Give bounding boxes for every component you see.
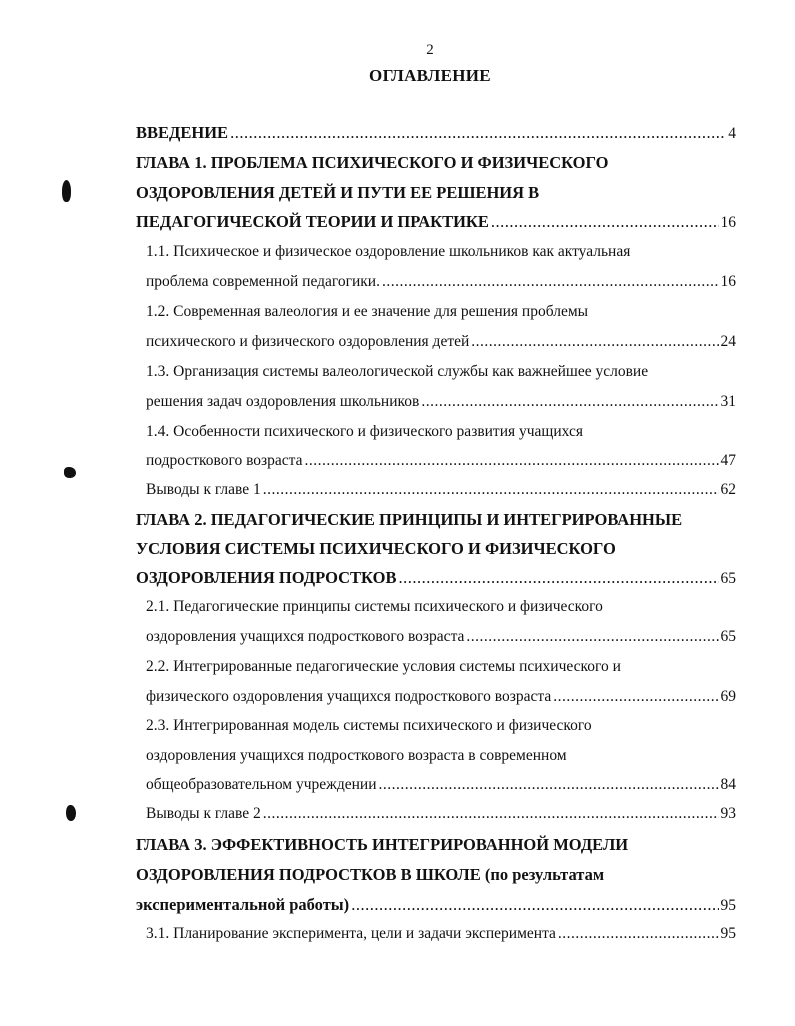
chapter-1-title-line[interactable]: [136, 153, 608, 183]
section-title-text: оздоровления учащихся подросткового возраста: [146, 628, 465, 645]
chapter-2-title-line[interactable]: [136, 539, 616, 569]
toc-entry-page: 16: [720, 273, 736, 290]
toc-section-2-1-last[interactable]: [146, 628, 736, 658]
chapter-1-title-line-last[interactable]: [136, 212, 736, 242]
dot-leader: [553, 688, 718, 706]
toc-entry-page: 47: [720, 452, 736, 469]
toc-entry-page: 95: [720, 897, 736, 914]
toc-entry-title: ВВЕДЕНИЕ: [136, 123, 229, 142]
dot-leader: [466, 628, 718, 646]
section-title-text: 1.1. Психическое и физическое оздоровление школьников как актуальная: [146, 243, 631, 260]
toc-section-2-2[interactable]: [146, 658, 621, 688]
section-title-text: Выводы к главе 1: [146, 481, 261, 498]
section-title-text: 2.1. Педагогические принципы системы психического и физического: [146, 598, 603, 615]
toc-entry-introduction[interactable]: [136, 123, 736, 153]
chapter-title-text: УСЛОВИЯ СИСТЕМЫ ПСИХИЧЕСКОГО И ФИЗИЧЕСКОГО: [136, 539, 616, 558]
section-title-text: проблема современной педагогики.: [146, 273, 380, 290]
toc-section-1-2[interactable]: [146, 303, 588, 333]
toc-entry-page: 62: [720, 481, 736, 498]
section-title-text: 1.4. Особенности психического и физического развития учащихся: [146, 423, 583, 440]
dot-leader: [263, 805, 719, 823]
toc-entry-page: 95: [720, 925, 736, 942]
toc-section-2-3[interactable]: [146, 717, 592, 747]
section-title-text: психического и физического оздоровления детей: [146, 333, 470, 350]
toc-entry-page: 93: [720, 805, 736, 822]
toc-entry-page: 24: [720, 333, 736, 350]
scan-artifact: [64, 467, 76, 478]
section-title-text: Выводы к главе 2: [146, 805, 261, 822]
dot-leader: [305, 452, 719, 470]
toc-section-1-1[interactable]: [146, 243, 630, 273]
section-title-text: физического оздоровления учащихся подросткового возраста: [146, 688, 552, 705]
section-title-text: 2.2. Интегрированные педагогические условия системы психического и: [146, 658, 621, 675]
chapter-title-text: ОЗДОРОВЛЕНИЯ ПОДРОСТКОВ: [136, 568, 397, 587]
chapter-title-text: экспериментальной работы): [136, 895, 350, 914]
toc-section-3-1[interactable]: [146, 925, 736, 955]
toc-conclusions-1[interactable]: [146, 481, 736, 511]
chapter-title-text: ОЗДОРОВЛЕНИЯ ДЕТЕЙ И ПУТИ ЕЕ РЕШЕНИЯ В: [136, 183, 540, 202]
section-title-text: 2.3. Интегрированная модель системы психического и физического: [146, 717, 592, 734]
chapter-3-title-line-last[interactable]: [136, 895, 736, 925]
section-title-text: 3.1. Планирование эксперимента, цели и задачи эксперимента: [146, 925, 556, 942]
toc-entry-page: 65: [720, 628, 736, 645]
section-title-text: подросткового возраста: [146, 452, 303, 469]
dot-leader: [491, 212, 719, 232]
page-title: ОГЛАВЛЕНИЕ: [369, 66, 491, 85]
section-title-text: оздоровления учащихся подросткового возраста в современном: [146, 747, 567, 764]
section-title-text: 1.3. Организация системы валеологической службы как важнейшее условие: [146, 363, 649, 380]
toc-entry-page: 4: [728, 125, 736, 142]
chapter-title-text: ПЕДАГОГИЧЕСКОЙ ТЕОРИИ И ПРАКТИКЕ: [136, 212, 489, 231]
scan-artifact: [66, 805, 76, 821]
dot-leader: [230, 123, 726, 143]
toc-section-1-4[interactable]: [146, 423, 583, 453]
chapter-title-text: ГЛАВА 2. ПЕДАГОГИЧЕСКИЕ ПРИНЦИПЫ И ИНТЕГРИРОВАННЫЕ: [136, 510, 683, 529]
chapter-title-text: ГЛАВА 1. ПРОБЛЕМА ПСИХИЧЕСКОГО И ФИЗИЧЕСКОГО: [136, 153, 609, 172]
chapter-2-title-line-last[interactable]: [136, 568, 736, 598]
chapter-title-text: ГЛАВА 3. ЭФФЕКТИВНОСТЬ ИНТЕГРИРОВАННОЙ МОДЕЛИ: [136, 835, 629, 854]
dot-leader: [379, 776, 719, 794]
chapter-2-title-line[interactable]: [136, 510, 682, 540]
dot-leader: [558, 925, 719, 943]
toc-section-1-3[interactable]: [146, 363, 648, 393]
toc-section-1-4-last[interactable]: [146, 452, 736, 482]
dot-leader: [263, 481, 719, 499]
toc-conclusions-2[interactable]: [146, 805, 736, 835]
toc-entry-page: 65: [720, 570, 736, 587]
section-title-text: общеобразовательном учреждении: [146, 776, 377, 793]
toc-entry-page: 31: [720, 393, 736, 410]
toc-entry-page: 84: [720, 776, 736, 793]
toc-section-1-1-last[interactable]: [146, 273, 736, 303]
dot-leader: [421, 393, 718, 411]
toc-section-2-2-last[interactable]: [146, 688, 736, 718]
page-number: 2: [426, 42, 434, 58]
section-title-text: 1.2. Современная валеология и ее значение для решения проблемы: [146, 303, 589, 320]
toc-entry-page: 16: [720, 214, 736, 231]
chapter-title-text: ОЗДОРОВЛЕНИЯ ПОДРОСТКОВ В ШКОЛЕ (по результатам: [136, 865, 605, 884]
dot-leader: [398, 568, 718, 588]
toc-entry-page: 69: [720, 688, 736, 705]
chapter-1-title-line[interactable]: [136, 183, 539, 213]
chapter-3-title-line[interactable]: [136, 865, 604, 895]
dot-leader: [471, 333, 718, 351]
toc-section-2-3[interactable]: [146, 747, 567, 777]
section-title-text: решения задач оздоровления школьников: [146, 393, 420, 410]
toc-section-1-2-last[interactable]: [146, 333, 736, 363]
chapter-3-title-line[interactable]: [136, 835, 628, 865]
toc-section-1-3-last[interactable]: [146, 393, 736, 423]
scan-artifact: [62, 180, 71, 202]
toc-section-2-3-last[interactable]: [146, 776, 736, 806]
dot-leader: [382, 273, 719, 291]
dot-leader: [351, 895, 718, 915]
toc-section-2-1[interactable]: [146, 598, 603, 628]
